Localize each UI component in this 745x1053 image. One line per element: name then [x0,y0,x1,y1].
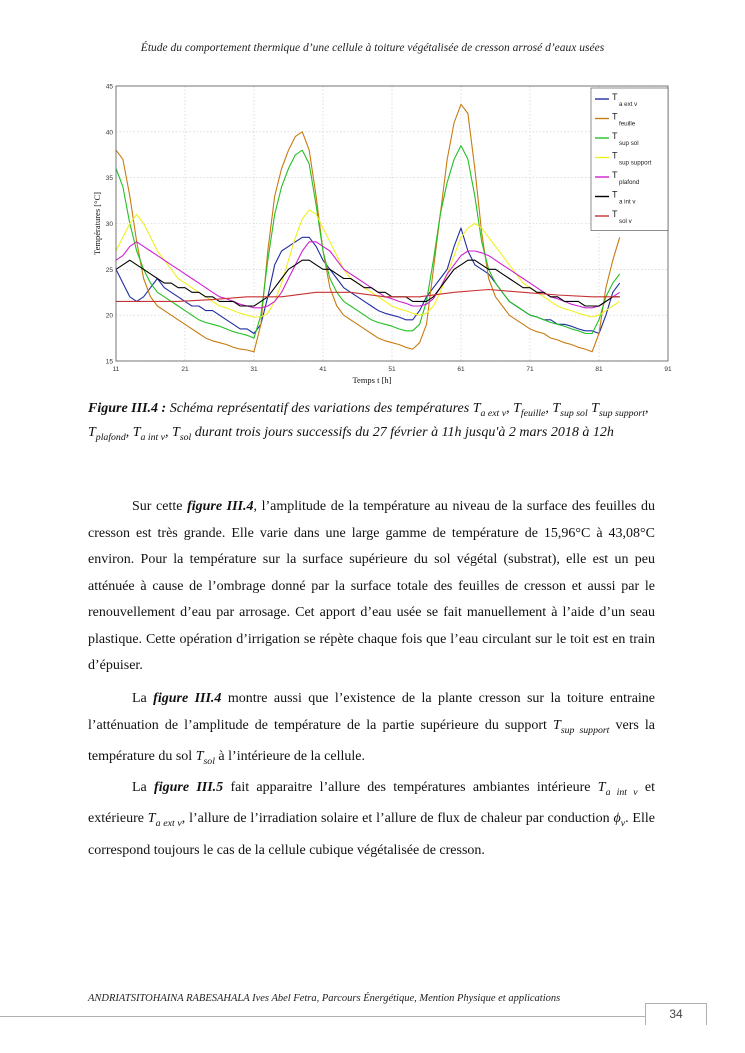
x-tick-label: 31 [250,366,258,373]
x-axis-label: Temps t [h] [352,375,392,385]
caption-text-1: Schéma représentatif des variations des températures [166,401,473,416]
legend-entry: T [612,92,618,102]
paragraph-3: La figure III.5 fait apparaitre l’allure des températures ambiantes intérieure $T_{a int v}$ et extérieure $T_{a ext v}$, l’allure de l’irradiation solaire et l’allure de flux de chaleur par conduction $\phi_v$. Elle correspond toujours le cas de la cellule cubique végétalisée de cresson. [88,780,655,858]
x-tick-label: 61 [457,366,465,373]
legend-entry-subscript: feuille [619,120,636,128]
figure-reference: figure III.4 [187,499,254,514]
x-tick-label: 71 [526,366,534,373]
y-tick-label: 35 [105,175,113,183]
temperature-chart [88,78,688,390]
x-tick-label: 11 [112,366,120,373]
y-tick-label: 25 [105,266,113,274]
y-tick-label: 30 [105,221,113,228]
caption-var-t-feuille: $T_{feuille}$ [513,401,546,419]
caption-var-t-sup-sol: $T_{sup sol}$ [552,401,588,419]
legend-entry: T [612,111,618,122]
y-tick-label: 45 [105,83,113,91]
figure-reference: figure III.5 [154,780,224,795]
legend-entry: T [612,131,618,141]
figure-caption: Figure III.4 : Schéma représentatif des variations des températures $T_{a ext v}$, $T_{feuille}$, $T_{sup sol}$ $T_{sup support}$, $T_{plafond}$, $T_{a int v}$, $T_{sol}$ durant trois jours successifs du 27 février à 11h jusqu'à 2 mars 2018 à 12h [88,401,649,444]
y-tick-label: 40 [105,129,113,137]
math-var: $T_{sup support}$ [553,717,610,736]
x-tick-label: 81 [595,366,603,373]
footer-rule [0,1016,645,1017]
caption-var-t-plafond: $T_{plafond}$ [88,425,126,444]
caption-var-t-a-ext-v: $T_{a ext v}$ [472,401,507,419]
x-tick-label: 21 [181,366,189,373]
paragraph-2: La figure III.4 montre aussi que l’existence de la plante cresson sur la toiture entraine l’atténuation de l’amplitude de température de la partie supérieure du support $T_{sup support}$ vers la température du sol $T_{sol}$ à l’intérieure de la cellule. [88,691,656,767]
caption-var-t-sol: $T_{sol}$ [172,425,192,444]
legend-entry-subscript: a ext v [619,101,638,108]
legend-entry: T [612,189,618,200]
y-tick-label: 20 [105,312,113,320]
legend-entry-subscript: plafond [619,179,640,186]
y-axis-label: Températures [°C] [92,192,102,255]
legend-entry: T [612,170,618,180]
caption-var-t-sup-support: $T_{sup support}$ [591,401,645,419]
temperature-chart-svg [88,78,688,390]
page-number: 34 [645,1003,707,1025]
caption-var-t-a-int-v: $T_{a int v}$ [132,425,166,444]
y-tick-label: 15 [105,358,113,366]
math-var: $\phi_v$ [613,811,626,830]
math-var: $T_{a ext v}$ [147,811,182,830]
x-tick-label: 51 [388,366,396,373]
footer-author: ANDRIATSITOHAINA RABESAHALA Ives Abel Fetra, Parcours Énergétique, Mention Physique et applications [88,993,561,1004]
x-tick-label: 41 [319,366,327,373]
figure-reference: figure III.4 [153,691,222,706]
x-tick-label: 91 [664,366,672,373]
legend-entry-subscript: sol v [619,218,632,225]
legend-entry-subscript: sup sol [619,140,639,147]
math-var: $T_{a int v}$ [597,780,638,798]
running-header: Étude du comportement thermique d’une cellule à toiture végétalisée de cresson arrosé d’eaux usées [140,42,605,54]
math-var: $T_{sol}$ [195,748,215,767]
legend-entry: T [612,150,618,161]
legend-entry-subscript: a int v [619,198,636,206]
caption-label: Figure III.4 : [88,401,167,416]
caption-text-2: durant trois jours successifs du 27 février à 11h jusqu'à 2 mars 2018 à 12h [191,425,614,441]
legend-entry: T [612,209,618,219]
legend-entry-subscript: sup support [619,159,652,167]
paragraph-1: Sur cette figure III.4, l’amplitude de la température au niveau de la surface des feuilles du cresson est très grande. Elle varie dans une large gamme de température de 15,96°C à 43,08°C environ. Pour la température sur la surface supérieure du sol végétal (substrat), elle est un peu atténuée à cause de l’ombrage donné par la surface totale des feuilles de cresson et aussi par le renouvellement d’eau par arrosage. Cet apport d’eau usée se fait manuellement à l’aide d’un seau plastique. Cette opération d’irrigation se répète chaque fois que l’eau circulant sur le toit est en train d’épuiser. [88,499,655,673]
